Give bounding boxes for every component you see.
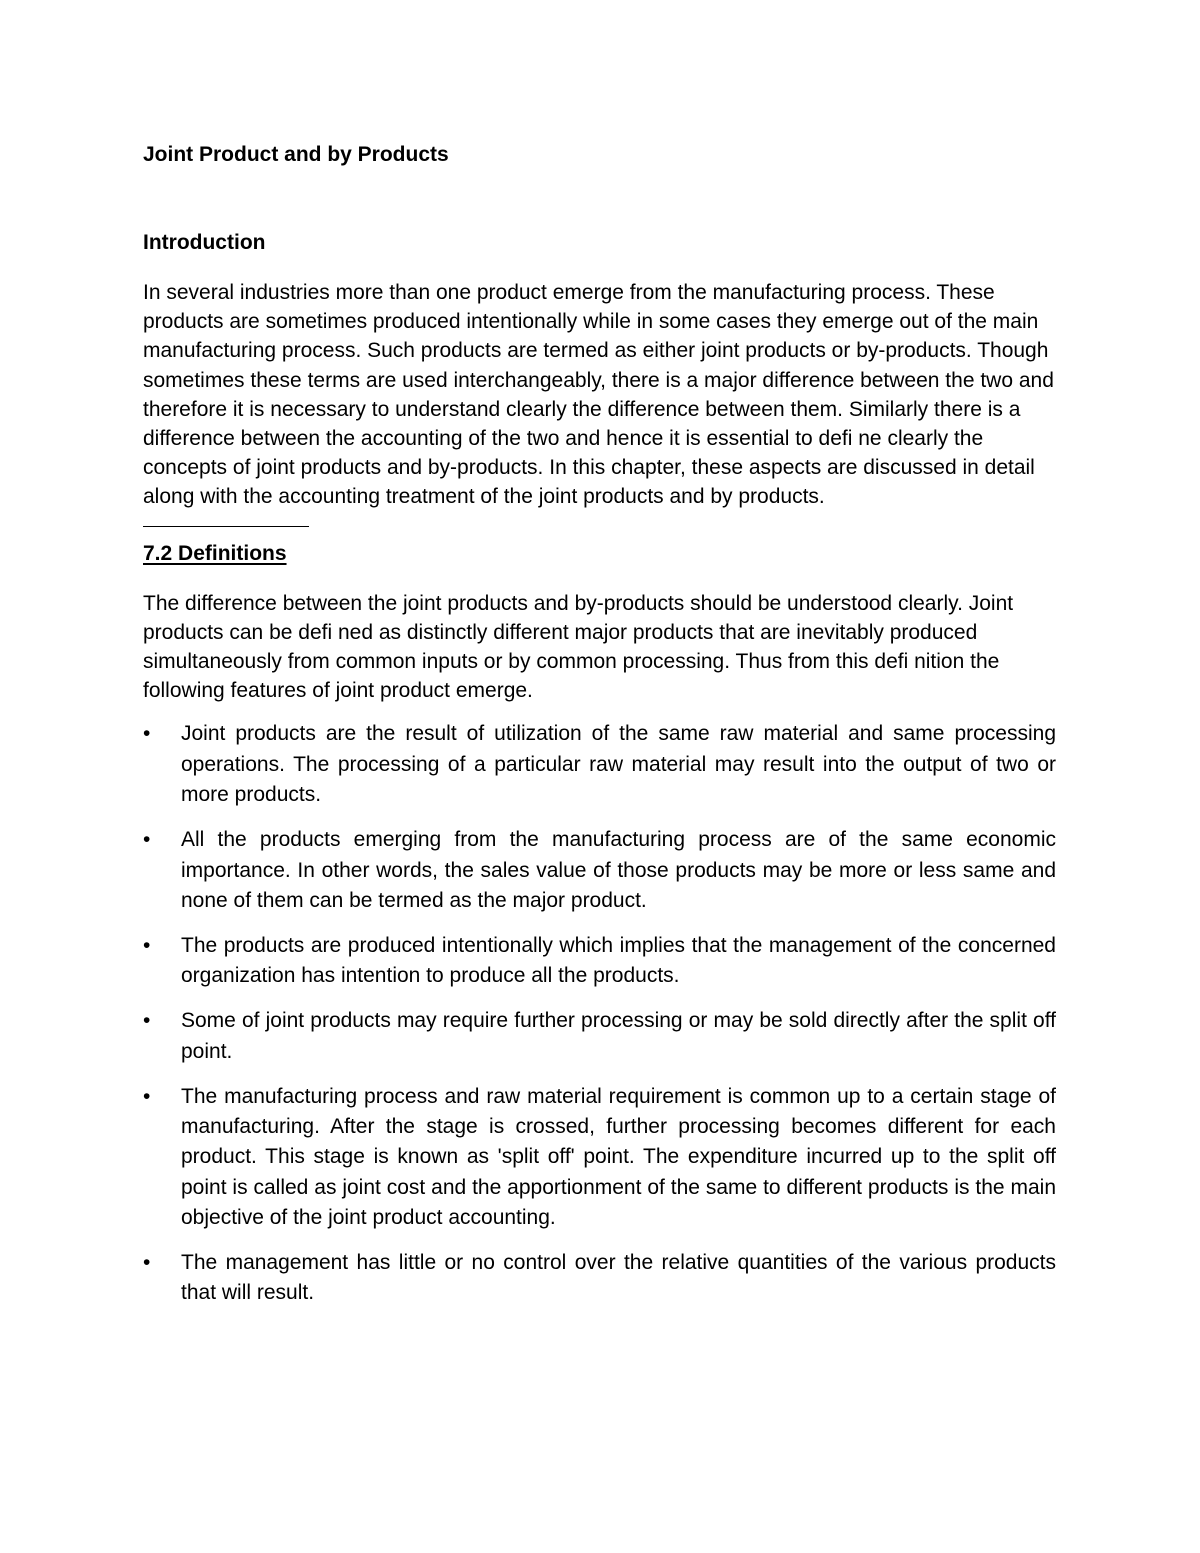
list-item-text: Joint products are the result of utilization of the same raw material and same processing operations. The processing of a particular raw material may result into the output of two or more products. [181,722,1056,807]
list-item-text: The management has little or no control over the relative quantities of the various products that will result. [181,1251,1056,1305]
list-item [143,719,1056,810]
list-item [143,1082,1056,1234]
list-item [143,1248,1056,1309]
list-item [143,931,1056,992]
document-body [143,140,1056,1323]
list-item-text: All the products emerging from the manufacturing process are of the same economic importance. In other words, the sales value of those products may be more or less same and none of them can be termed as the major product. [181,828,1056,912]
bullet-icon: • [143,1009,151,1033]
bullet-icon: • [143,1251,151,1275]
introduction-heading: Introduction [143,231,266,254]
bullet-icon: • [143,933,151,957]
section-divider [143,526,309,527]
definitions-paragraph: The difference between the joint products and by-products should be understood clearly. Joint products can be defi ned as distinctly different major products that are inevitably produced simultaneously from common inputs or by common processing. Thus from this defi nition the following features of joint product emerge. [143,591,1014,703]
bullet-icon: • [143,1084,151,1108]
introduction-paragraph: In several industries more than one product emerge from the manufacturing process. These products are sometimes produced intentionally while in some cases they emerge out of the main manufacturing process. Such products are termed as either joint products or by-products. Though sometimes these terms are used interchangeably, there is a major difference between the two and therefore it is necessary to understand clearly the difference between them. Similarly there is a difference between the accounting of the two and hence it is essential to defi ne clearly the concepts of joint products and by-products. In this chapter, these aspects are discussed in detail along with the accounting treatment of the joint products and by products. [143,281,1054,509]
bullet-icon: • [143,828,151,852]
bullet-icon: • [143,722,151,746]
list-item-text: The manufacturing process and raw material requirement is common up to a certain stage of manufacturing. After the stage is crossed, further processing becomes different for each product. This stage is known as 'split off' point. The expenditure incurred up to the split off point is called as joint cost and the apportionment of the same to different products is the main objective of the joint product accounting. [181,1084,1056,1230]
document-title: Joint Product and by Products [143,143,449,166]
list-item [143,825,1056,916]
list-item-text: The products are produced intentionally which implies that the management of the concerned organization has intention to produce all the products. [181,933,1056,988]
list-item-text: Some of joint products may require further processing or may be sold directly after the split off point. [181,1009,1056,1063]
features-list [143,719,1056,1308]
definitions-heading: 7.2 Definitions [143,541,287,565]
list-item [143,1006,1056,1067]
